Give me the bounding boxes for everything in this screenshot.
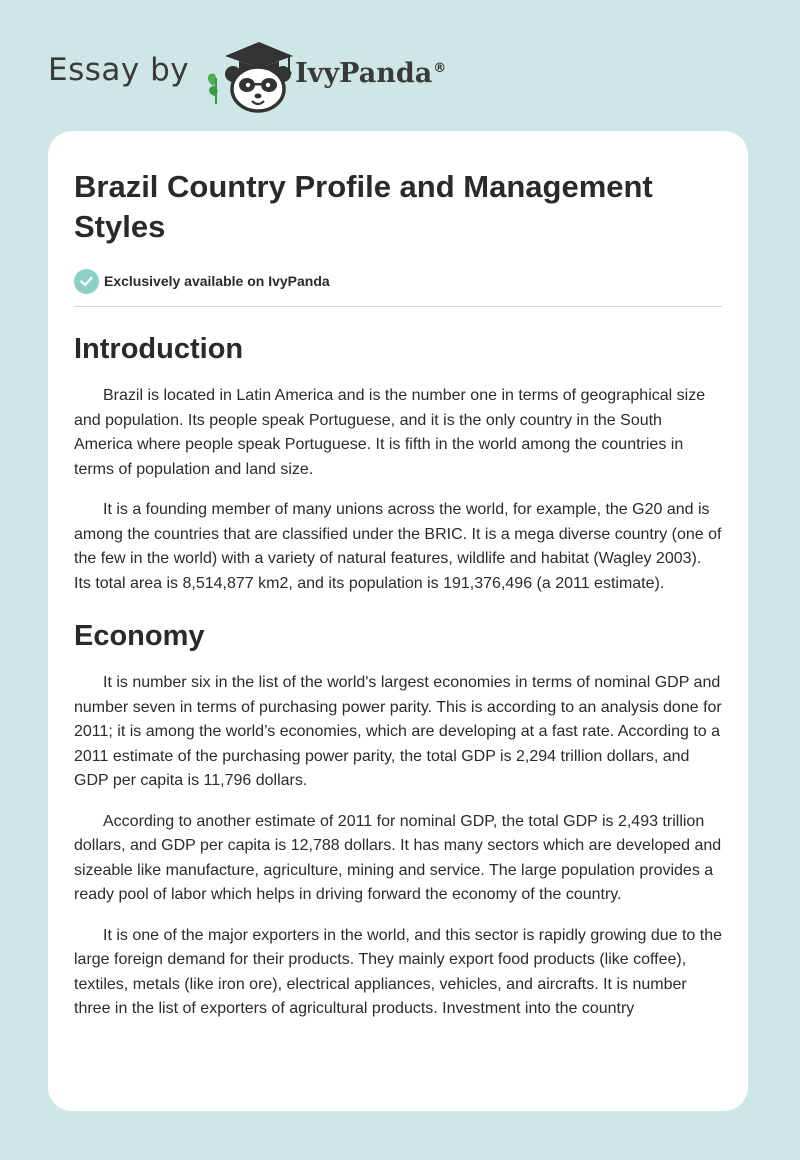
- exclusive-badge: [74, 268, 722, 294]
- check-circle-icon: [74, 269, 99, 294]
- essay-card: [48, 131, 748, 1111]
- badge-text: Exclusively available on IvyPanda: [104, 273, 330, 289]
- title-divider: [74, 306, 722, 307]
- paragraph: It is a founding member of many unions across the world, for example, the G20 and is among the countries that are classified under the BRIC. It is a mega diverse country (one of the few in the world) with a variety of natural features, wildlife and habitat (Wagley 2003). Its total area is 8,514,877 km2, and its population is 191,376,496 (a 2011 estimate).: [74, 501, 722, 592]
- section-heading-introduction: Introduction: [74, 333, 244, 365]
- brand-name: IvyPanda®: [295, 57, 447, 89]
- panda-logo-icon: [201, 34, 293, 114]
- paragraph: It is number six in the list of the world's largest economies in terms of nominal GDP and number seven in terms of purchasing power parity. This is according to an analysis done for 2011; it is among the world’s economies, which are developing at a fast rate. According to a 2011 estimate of the purchasing power parity, the total GDP is 2,294 trillion dollars, and GDP per capita is 11,796 dollars.: [74, 674, 722, 789]
- paragraph: Brazil is located in Latin America and is the number one in terms of geographical size and population. Its people speak Portuguese, and it is the only country in the South America where people speak Portuguese. It is fifth in the world among the countries in terms of population and land size.: [74, 387, 706, 478]
- paragraph: According to another estimate of 2011 for nominal GDP, the total GDP is 2,493 trillion dollars, and GDP per capita is 12,788 dollars. It has many sectors which are developed and sizeable like manufacture, agriculture, mining and service. The large population provides a ready pool of labor which helps in driving forward the economy of the country.: [74, 812, 722, 903]
- paragraph: It is one of the major exporters in the world, and this sector is rapidly growing due to the large foreign demand for their products. They mainly export food products (like coffee), textiles, metals (like iron ore), electrical appliances, vehicles, and aircrafts. It is number three in the list of exporters of agricultural products. Investment into the country: [74, 926, 722, 1017]
- registered-mark: ®: [433, 60, 447, 76]
- essay-title: Brazil Country Profile and Management Styles: [74, 169, 653, 244]
- section-heading-economy: Economy: [74, 620, 205, 652]
- site-brand[interactable]: [48, 34, 446, 114]
- brand-prefix: Essay by: [48, 52, 190, 88]
